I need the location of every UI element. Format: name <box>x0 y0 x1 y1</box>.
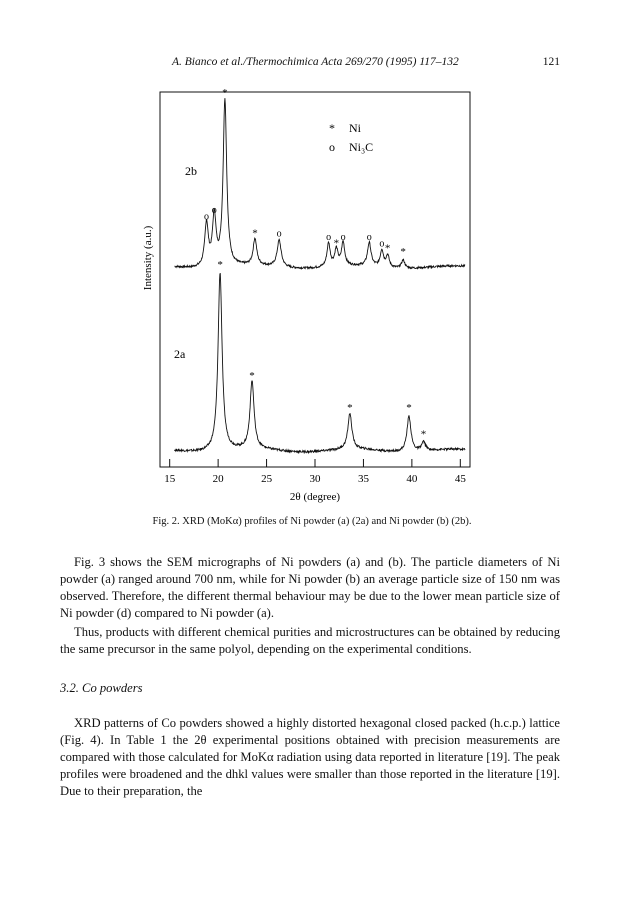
figure-caption: Fig. 2. XRD (MoKα) profiles of Ni powder (a) (2a) and Ni powder (b) (2b). <box>152 516 472 527</box>
page-number: 121 <box>542 56 560 68</box>
ni3c-peak-marker: o <box>379 238 385 250</box>
legend-ni3c-symbol: o <box>329 140 335 154</box>
ni-peak-marker: * <box>406 401 412 414</box>
ni3c-peak-marker: o <box>326 231 332 243</box>
paragraph-1 <box>60 554 560 622</box>
paragraph-3 <box>60 715 560 800</box>
ni3c-peak-marker: o <box>366 231 372 243</box>
trace-2a-line <box>175 273 466 452</box>
trace-label-2b: 2b <box>185 164 197 178</box>
trace-label-2a: 2a <box>174 347 186 361</box>
trace-2b-line <box>175 98 466 269</box>
traces <box>175 87 466 453</box>
legend-ni-label: Ni <box>349 121 361 135</box>
legend-ni3c-label: Ni₃C <box>349 140 374 154</box>
paragraph-3-text: XRD patterns of Co powders showed a highly distorted hexagonal closed packed (h.c.p.) lattice (Fig. 4). In Table 1 the 2θ experimental positions obtained with precision measurements are compared with those calculated for MoKα radiation using data reported in literature [19]. The peak profiles were broadened and the dhkl values were smaller than those reported in the literature [19]. Due to their preparation, the <box>60 716 560 798</box>
plot-frame <box>160 92 470 467</box>
ni-peak-marker: * <box>222 87 228 99</box>
ni-peak-marker: * <box>347 401 353 414</box>
ni-peak-marker: * <box>252 227 258 240</box>
ni-peak-marker: * <box>400 245 406 258</box>
x-tick-label: 15 <box>164 473 176 485</box>
ni-peak-marker: * <box>249 369 255 382</box>
ni3c-peak-marker: o <box>211 205 217 217</box>
ni3c-peak-marker: o <box>204 211 209 223</box>
x-tick-label: 20 <box>212 473 224 485</box>
legend <box>329 121 373 154</box>
ni-peak-marker: * <box>333 237 340 250</box>
x-tick-label: 25 <box>261 473 273 485</box>
section-heading: 3.2. Co powders <box>60 681 143 695</box>
paragraph-2-text: Thus, products with different chemical purities and microstructures can be obtained by reducing the same precursor in the same polyol, depending on the experimental conditions. <box>60 625 560 656</box>
paragraph-2 <box>60 624 560 658</box>
legend-ni-symbol: * <box>329 121 335 135</box>
ni-peak-marker: * <box>420 428 427 441</box>
header-citation: A. Bianco et al./Thermochimica Acta 269/270 (1995) 117–132 <box>172 56 459 68</box>
y-axis-label: Intensity (a.u.) <box>142 225 154 291</box>
x-tick-label: 30 <box>309 473 321 485</box>
x-tick-label: 45 <box>454 473 466 485</box>
paragraph-1-text: Fig. 3 shows the SEM micrographs of Ni powders (a) and (b). The particle diameters of Ni powder (a) ranged around 700 nm, while for Ni powder (b) an average particle size of 150 nm was observed. Therefore, the different thermal behaviour may be due to the lower mean particle size of Ni powder (d) compared to Ni powder (a). <box>60 555 560 620</box>
ni-peak-marker: * <box>384 242 391 255</box>
ni3c-peak-marker: o <box>340 231 346 243</box>
x-axis-ticks <box>164 459 466 485</box>
ni-peak-marker: * <box>217 259 223 271</box>
x-tick-label: 35 <box>357 473 369 485</box>
x-tick-label: 40 <box>406 473 418 485</box>
ni3c-peak-marker: o <box>276 228 282 240</box>
x-axis-label: 2θ (degree) <box>289 491 341 503</box>
